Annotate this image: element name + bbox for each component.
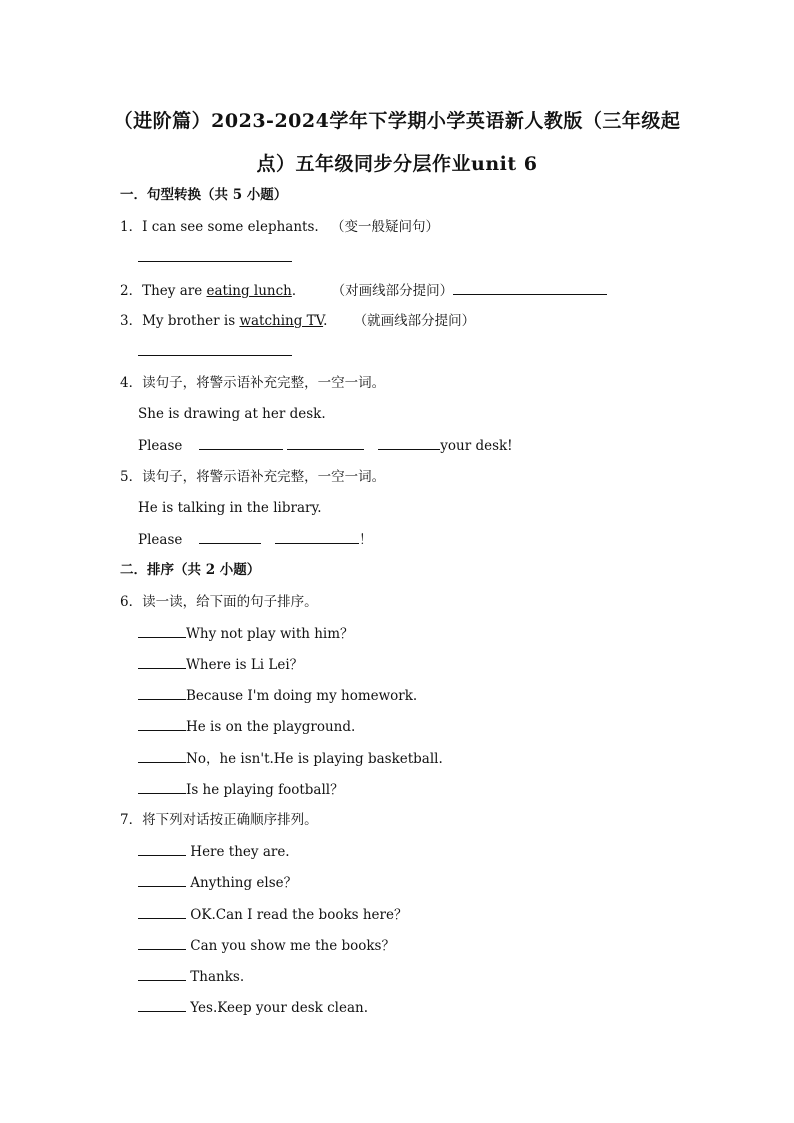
question-6-number: 6． (120, 594, 143, 610)
question-6-item-1-blank[interactable] (138, 624, 186, 638)
question-6-item (138, 624, 354, 643)
question-3-instruction: （就画线部分提问） (353, 313, 476, 329)
question-7-number: 7． (120, 812, 143, 828)
question-6-item-4-blank[interactable] (138, 717, 186, 731)
question-6-item-4-text: He is on the playground. (186, 719, 356, 735)
page-title-line-2: 点）五年级同步分层作业unit 6 (256, 153, 538, 175)
question-5-number: 5． (120, 469, 143, 485)
question-7-item-5-text: Thanks. (186, 969, 245, 985)
question-6-item (138, 655, 303, 674)
question-1-answer-blank[interactable] (138, 248, 292, 267)
question-7-item (138, 967, 244, 986)
question-6-item-2-text: Where is Li Lei？ (186, 657, 304, 673)
question-5-blank-1[interactable] (199, 530, 261, 544)
question-2-underlined-text: eating lunch (206, 283, 292, 299)
question-6-item (138, 749, 443, 768)
question-2-number: 2． (120, 283, 143, 299)
question-7-item (138, 998, 368, 1017)
question-4-ending: your desk! (440, 438, 513, 454)
page-title-line-1: （进阶篇）2023-2024学年下学期小学英语新人教版（三年级起 (113, 110, 681, 132)
question-7-item-3-text: OK.Can I read the books here？ (186, 907, 408, 923)
question-5-blank-2[interactable] (275, 530, 359, 544)
question-1-instruction: （变一般疑问句） (330, 219, 439, 235)
question-7-item-6-blank[interactable] (138, 998, 186, 1012)
question-4-blank-1[interactable] (199, 436, 283, 450)
question-3-answer-blank[interactable] (138, 342, 292, 361)
question-3 (120, 312, 475, 330)
question-5-sentence: He is talking in the library. (138, 500, 322, 516)
question-4-sentence: She is drawing at her desk. (138, 406, 326, 422)
question-6-item-2-blank[interactable] (138, 655, 186, 669)
question-6-item-3-blank[interactable] (138, 686, 186, 700)
question-6-item-5-blank[interactable] (138, 749, 186, 763)
question-4-blank-2[interactable] (287, 436, 364, 450)
question-4-fill-row (138, 436, 513, 455)
question-6-prompt: 读一读，给下面的句子排序。 (142, 594, 318, 610)
question-6-item-6-text: Is he playing football？ (186, 782, 344, 798)
question-6-item-3-text: Because I'm doing my homework. (186, 688, 418, 704)
question-7-item (138, 905, 407, 924)
question-5-fill-row (138, 530, 372, 549)
question-7-item-1-blank[interactable] (138, 842, 186, 856)
question-6-item (138, 717, 355, 736)
question-7-item-2-text: Anything else？ (186, 875, 298, 891)
question-6 (120, 593, 318, 611)
question-2 (120, 281, 607, 300)
question-7-item-4-blank[interactable] (138, 936, 186, 950)
question-7-item (138, 936, 395, 955)
question-7-item (138, 873, 297, 892)
question-5-ending: ！ (358, 532, 373, 548)
question-2-answer-blank[interactable] (453, 281, 607, 295)
question-7-item-6-text: Yes.Keep your desk clean. (186, 1000, 368, 1016)
section-1-heading: 一．句型转换（共 5 小题） (120, 187, 288, 203)
question-4-blank-3[interactable] (378, 436, 440, 450)
question-1-text: I can see some elephants. (142, 219, 319, 235)
question-3-text-post: . (323, 313, 328, 329)
question-6-item (138, 780, 344, 799)
question-6-item-5-text: No，he isn't.He is playing basketball. (186, 751, 443, 767)
question-4-number: 4． (120, 375, 143, 391)
question-7-item-5-blank[interactable] (138, 967, 186, 981)
question-7-item-2-blank[interactable] (138, 873, 186, 887)
question-3-text-pre: My brother is (142, 313, 240, 329)
question-7-item (138, 842, 290, 861)
section-2-heading: 二．排序（共 2 小题） (120, 562, 261, 578)
question-6-item (138, 686, 417, 705)
question-5 (120, 468, 385, 486)
question-2-instruction: （对画线部分提问） (331, 283, 454, 299)
question-2-text-post: ． (291, 283, 306, 299)
question-4-please: Please (138, 438, 183, 454)
question-6-item-1-text: Why not play with him？ (186, 626, 354, 642)
question-5-please: Please (138, 532, 183, 548)
question-5-prompt: 读句子，将警示语补充完整，一空一词。 (142, 469, 386, 485)
question-1 (120, 218, 439, 236)
question-1-number: 1． (120, 219, 143, 235)
question-2-text-pre: They are (142, 283, 207, 299)
question-7-item-4-text: Can you show me the books？ (186, 938, 395, 954)
question-7-item-3-blank[interactable] (138, 905, 186, 919)
question-3-underlined-text: watching TV (239, 313, 324, 329)
question-7 (120, 811, 318, 829)
question-4 (120, 374, 385, 392)
question-6-item-6-blank[interactable] (138, 780, 186, 794)
question-4-prompt: 读句子，将警示语补充完整，一空一词。 (142, 375, 386, 391)
question-7-item-1-text: Here they are. (186, 844, 290, 860)
question-3-number: 3． (120, 313, 143, 329)
question-7-prompt: 将下列对话按正确顺序排列。 (142, 812, 318, 828)
